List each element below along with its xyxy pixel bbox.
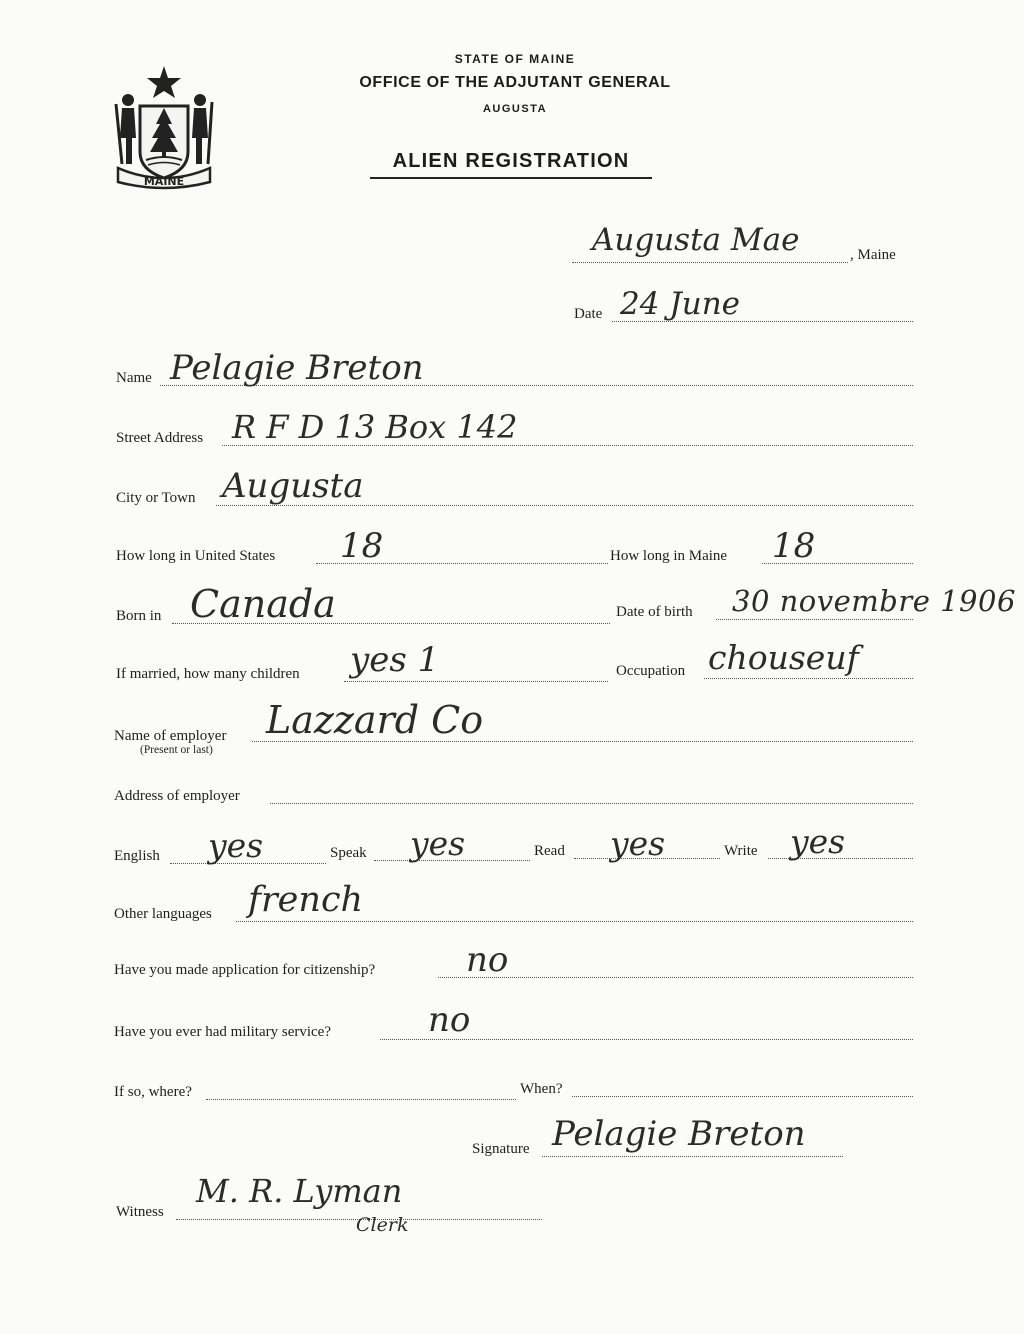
maine-suffix-label: , Maine (850, 247, 896, 263)
city-or-town-entry: Augusta (222, 466, 364, 506)
place-entry: Augusta Mae (592, 222, 800, 258)
place-line (572, 262, 848, 263)
how-long-us-entry: 18 (340, 526, 384, 566)
how-long-maine-label: How long in Maine (610, 548, 728, 564)
born-in-label: Born in (116, 608, 162, 624)
employer-note-label: (Present or last) (140, 744, 213, 756)
employer-entry: Lazzard Co (266, 698, 484, 742)
date-of-birth-line (716, 619, 913, 620)
other-languages-label: Other languages (114, 906, 212, 922)
name-entry: Pelagie Breton (170, 348, 424, 388)
other-languages-line (236, 921, 913, 922)
date-of-birth-label: Date of birth (616, 604, 693, 620)
english-entry: yes (208, 826, 264, 865)
witness-title-entry: Clerk (356, 1214, 409, 1236)
date-label: Date (574, 306, 603, 322)
street-address-label: Street Address (116, 430, 204, 446)
citizenship-label: Have you made application for citizenship? (114, 962, 376, 978)
city-heading: AUGUSTA (482, 103, 548, 115)
occupation-line (704, 678, 913, 679)
citizenship-line (438, 977, 913, 978)
signature-entry: Pelagie Breton (552, 1114, 806, 1154)
born-in-entry: Canada (190, 582, 336, 626)
signature-line (542, 1156, 843, 1157)
military-label: Have you ever had military service? (114, 1024, 331, 1040)
witness-label: Witness (116, 1204, 164, 1220)
write-label: Write (724, 843, 758, 859)
read-entry: yes (610, 824, 666, 863)
occupation-label: Occupation (616, 663, 686, 679)
how-long-maine-entry: 18 (772, 526, 816, 566)
citizenship-entry: no (466, 940, 509, 980)
when-line (572, 1096, 913, 1097)
other-languages-entry: french (248, 880, 364, 920)
date-entry: 24 June (620, 286, 741, 322)
employer-address-label: Address of employer (114, 788, 240, 804)
signature-label: Signature (472, 1141, 530, 1157)
form-title: ALIEN REGISTRATION (370, 150, 652, 179)
speak-label: Speak (330, 845, 367, 861)
married-children-label: If married, how many children (116, 666, 300, 682)
witness-entry: M. R. Lyman (196, 1172, 403, 1210)
write-entry: yes (790, 822, 846, 861)
employer-label: Name of employer (114, 728, 227, 744)
married-children-line (344, 681, 608, 682)
street-address-entry: R F D 13 Box 142 (232, 408, 518, 446)
military-entry: no (428, 1000, 471, 1040)
english-label: English (114, 848, 160, 864)
city-or-town-label: City or Town (116, 490, 196, 506)
married-children-entry: yes 1 (350, 640, 440, 680)
occupation-entry: chouseuf (708, 638, 859, 677)
state-heading: STATE OF MAINE (454, 52, 576, 66)
office-heading: OFFICE OF THE ADJUTANT GENERAL (359, 74, 671, 91)
where-label: If so, where? (114, 1084, 192, 1100)
state-seal-image (112, 64, 216, 194)
name-label: Name (116, 370, 152, 386)
read-label: Read (534, 843, 565, 859)
how-long-us-label: How long in United States (116, 548, 276, 564)
svg-text:MAINE: MAINE (143, 175, 185, 188)
date-of-birth-entry: 30 novembre 1906 (732, 584, 1016, 618)
speak-entry: yes (410, 824, 466, 863)
employer-address-line (270, 803, 913, 804)
when-label: When? (520, 1081, 563, 1097)
where-line (206, 1099, 516, 1100)
